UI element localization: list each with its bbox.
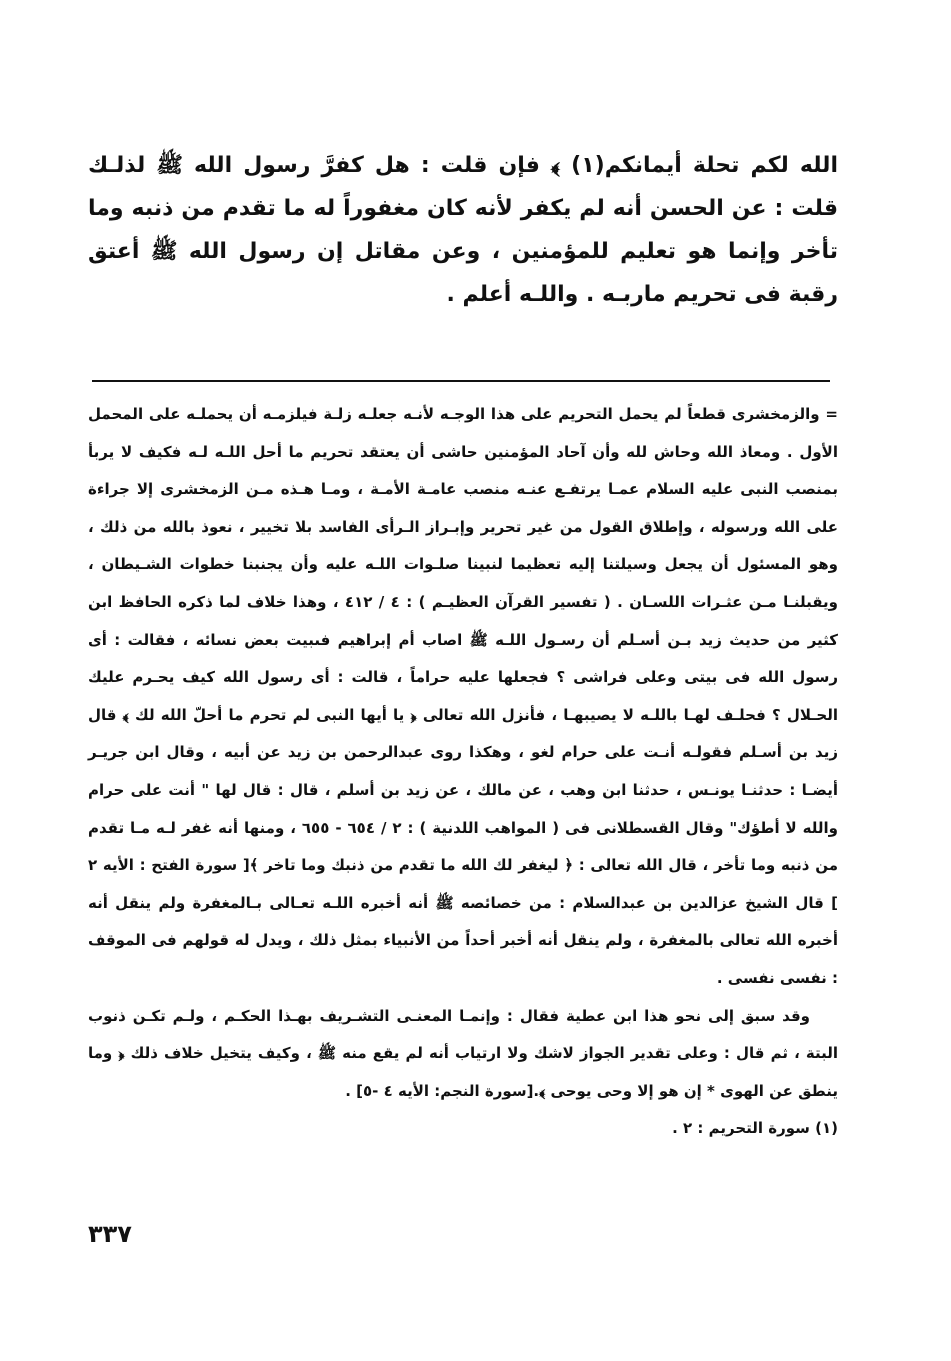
main-paragraph: الله لكم تحلة أيمانكم(١) ﴾ فإن قلت : هل كفرَّ رسول الله ﷺ لذلـك قلت : عن الحسن أنه لم يكفر لأنه كان مغفوراً له ما تقدم من ذنبه وما تأخر وإنما هو تعليم للمؤمنين ، وعن مقاتل إن رسول الله ﷺ أعتق رقبة فى تحريم ماربـه . واللـه أعلم . xyxy=(88,153,838,307)
page-number: ٣٣٧ xyxy=(88,1220,132,1248)
footnote-1: (١) سورة التحريم : ٢ . xyxy=(672,1119,838,1138)
footnote-divider xyxy=(92,380,830,382)
footnotes-block xyxy=(88,396,838,1148)
main-text-block xyxy=(88,144,838,316)
footnote-continuation: = والزمخشرى قطعاً لم يحمل التحريم على هذا الوجـه لأنـه جعلـه زلـة فيلزمـه أن يحملـه على المحمل الأول . ومعاذ الله وحاش لله وأن آحاد المؤمنين حاشى أن يعتقد تحريم ما أحل اللـه لـه فكيف لا يربأ بمنصب النبى عليه السلام عمـا يرتفـع عنـه منصب عامـة الأمـة ، ومـا هـذه مـن الزمخشرى إلا جراءة على الله ورسوله ، وإطلاق القول من غير تحرير وإبـراز الـرأى الفاسد بلا تخيير ، نعوذ بالله من ذلك ، وهو المسئول أن يجعل وسيلتنا إليه تعظيما لنبينا صلـوات اللـه عليه وأن يجنبنا خطوات الشـيطان ، ويقبلنـا مـن عثـرات اللسـان . ( تفسير القرآن العظيـم ) : ٤ / ٤١٢ ، وهذا خلاف لما ذكره الحافظ ابن كثير من حديث زيد بـن أسـلم أن رسـول اللـه ﷺ اصاب أم إبراهيم فىبيت بعض نسائه ، فقالت : أى رسول الله فى بيتى وعلى فراشى ؟ فجعلها عليه حراماً ، قالت : أى رسول الله كيف يحـرم عليك الحـلال ؟ فحلـف لهـا باللـه لا يصيبهـا ، فأنزل الله تعالى ﴿ يا أيها النبى لم تحرم ما أحلّ الله لك ﴾ قال زيد بن أسـلم فقولـه أنـت على حرام لغو ، وهكذا روى عبدالرحمن بن زيد عن أبيه ، وقال ابن جريـر أيضـا : حدثنـا يونـس ، حدثنا ابن وهب ، عن مالك ، عن زيد بن أسلم ، قال : قال لها " أنت على حرام والله لا أطؤك" وقال القسطلانى فى ( المواهب اللدنية ) : ٢ / ٦٥٤ - ٦٥٥ ، ومنها أنه غفر لـه مـا تقدم من ذنبه وما تأخر ، قال الله تعالى : ﴿ ليغفر لك الله ما تقدم من ذنبك وما تاخر ﴾[ سورة الفتح : الأيه ٢ ] قال الشيخ عزالدين بن عبدالسلام : من خصائصه ﷺ أنه أخبره اللـه تعـالى بـالمغفرة ولم ينقل أنه أخبره الله تعالى بالمغفرة ، ولم ينقل أنه أخبر أحداً من الأنبياء بمثل ذلك ، ويدل له قولهم فى الموقف : نفسى نفسى . xyxy=(88,405,838,987)
footnote-second-paragraph: وقد سبق إلى نحو هذا ابن عطية فقال : وإنمـا المعنـى التشـريف بهـذا الحكـم ، ولـم تكـن ذنوب البتة ، ثم قال : وعلى تقدير الجواز لاشك ولا ارتياب أنه لم يقع منه ﷺ ، وكيف يتخيل خلاف ذلك ﴿ وما ينطق عن الهوى * إن هو إلا وحى يوحى ﴾.[سورة النجم: الأيه ٤ -٥] . xyxy=(88,1006,838,1100)
